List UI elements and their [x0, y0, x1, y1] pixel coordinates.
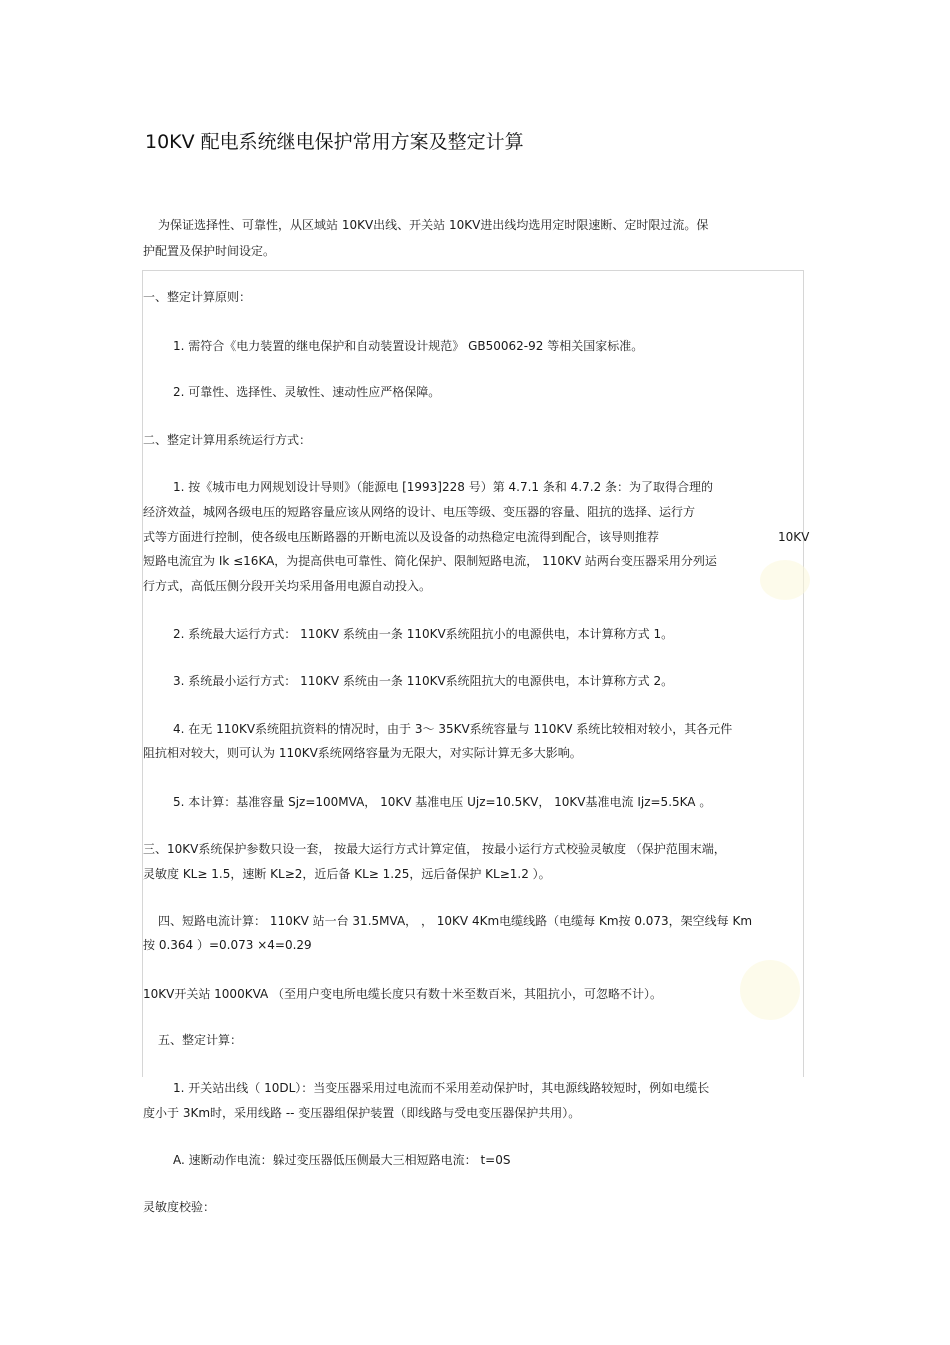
faded-watermark: [740, 960, 800, 1020]
frame-border-right: [803, 270, 804, 1077]
section-2-item-1-line-5: 行方式，高低压侧分段开关均采用备用电源自动投入。: [143, 579, 432, 593]
section-3-line-1: 三、10KV系统保护参数只设一套， 按最大运行方式计算定值， 按最小运行方式校验灵敏度 （保护范围末端，: [143, 842, 726, 856]
section-2-heading: 二、整定计算用系统运行方式：: [143, 433, 312, 447]
section-2-item-1-line-1: 1. 按《城市电力网规划设计导则》（能源电 [1993]228 号）第 4.7.1 条和 4.7.2 条：为了取得合理的: [173, 480, 714, 494]
section-2-item-4-line-1: 4. 在无 110KV系统阻抗资料的情况时，由于 3～ 35KV系统容量与 110KV 系统比较相对较小，其各元件: [173, 722, 733, 736]
sensitivity-check-label: 灵敏度校验：: [143, 1200, 216, 1214]
section-1-heading: 一、整定计算原则：: [143, 290, 252, 304]
section-4-line-1: 四、短路电流计算： 110KV 站一台 31.5MVA， ， 10KV 4Km电缆线路（电缆每 Km按 0.073，架空线每 Km: [158, 914, 753, 928]
intro-line-2: 护配置及保护时间设定。: [143, 244, 276, 258]
section-4-note: 10KV开关站 1000KVA （至用户变电所电缆长度只有数十米至数百米，其阻抗小，可忽略不计）。: [143, 987, 663, 1001]
section-5-item-a: A. 速断动作电流：躲过变压器低压侧最大三相短路电流： t=0S: [173, 1153, 511, 1167]
section-2-item-4-line-2: 阻抗相对较大，则可认为 110KV系统网络容量为无限大，对实际计算无多大影响。: [143, 746, 582, 760]
faded-watermark: [760, 560, 810, 600]
section-4-line-2: 按 0.364 ）=0.073 ×4=0.29: [143, 938, 312, 952]
section-5-item-1-line-2: 度小于 3Km时，采用线路 -- 变压器组保护装置（即线路与受电变压器保护共用）。: [143, 1106, 581, 1120]
section-2-item-2: 2. 系统最大运行方式： 110KV 系统由一条 110KV系统阻抗小的电源供电，本计算称方式 1。: [173, 627, 674, 641]
section-1-item-2: 2. 可靠性、选择性、灵敏性、速动性应严格保障。: [173, 385, 441, 399]
section-2-item-1-line-4: 短路电流宜为 Ik ≤16KA，为提高供电可靠性、简化保护、限制短路电流， 110KV 站两台变压器采用分列运: [143, 554, 717, 568]
section-2-item-1-line-2: 经济效益，城网各级电压的短路容量应该从网络的设计、电压等级、变压器的容量、阻抗的选择、运行方: [143, 505, 696, 519]
section-5-heading: 五、整定计算：: [158, 1033, 243, 1047]
page-title: 10KV 配电系统继电保护常用方案及整定计算: [145, 131, 524, 153]
section-2-item-3: 3. 系统最小运行方式： 110KV 系统由一条 110KV系统阻抗大的电源供电，本计算称方式 2。: [173, 674, 674, 688]
section-2-item-1-line-3-end: 10KV: [778, 530, 810, 544]
intro-line-1: 为保证选择性、可靠性，从区域站 10KV出线、开关站 10KV进出线均选用定时限速断、定时限过流。保: [158, 218, 709, 232]
frame-border-left: [142, 270, 143, 1077]
section-5-item-1-line-1: 1. 开关站出线（ 10DL）：当变压器采用过电流而不采用差动保护时，其电源线路较短时，例如电缆长: [173, 1081, 710, 1095]
section-3-line-2: 灵敏度 KL≥ 1.5，速断 KL≥2，近后备 KL≥ 1.25，远后备保护 KL≥1.2 ）。: [143, 867, 551, 881]
section-2-item-5: 5. 本计算：基准容量 Sjz=100MVA， 10KV 基准电压 Ujz=10.5KV， 10KV基准电流 Ijz=5.5KA 。: [173, 795, 712, 809]
section-2-item-1-line-3: 式等方面进行控制，使各级电压断路器的开断电流以及设备的动热稳定电流得到配合，该导则推荐: [143, 530, 660, 544]
frame-border-top: [142, 270, 804, 271]
section-1-item-1: 1. 需符合《电力装置的继电保护和自动装置设计规范》 GB50062-92 等相关国家标准。: [173, 339, 644, 353]
